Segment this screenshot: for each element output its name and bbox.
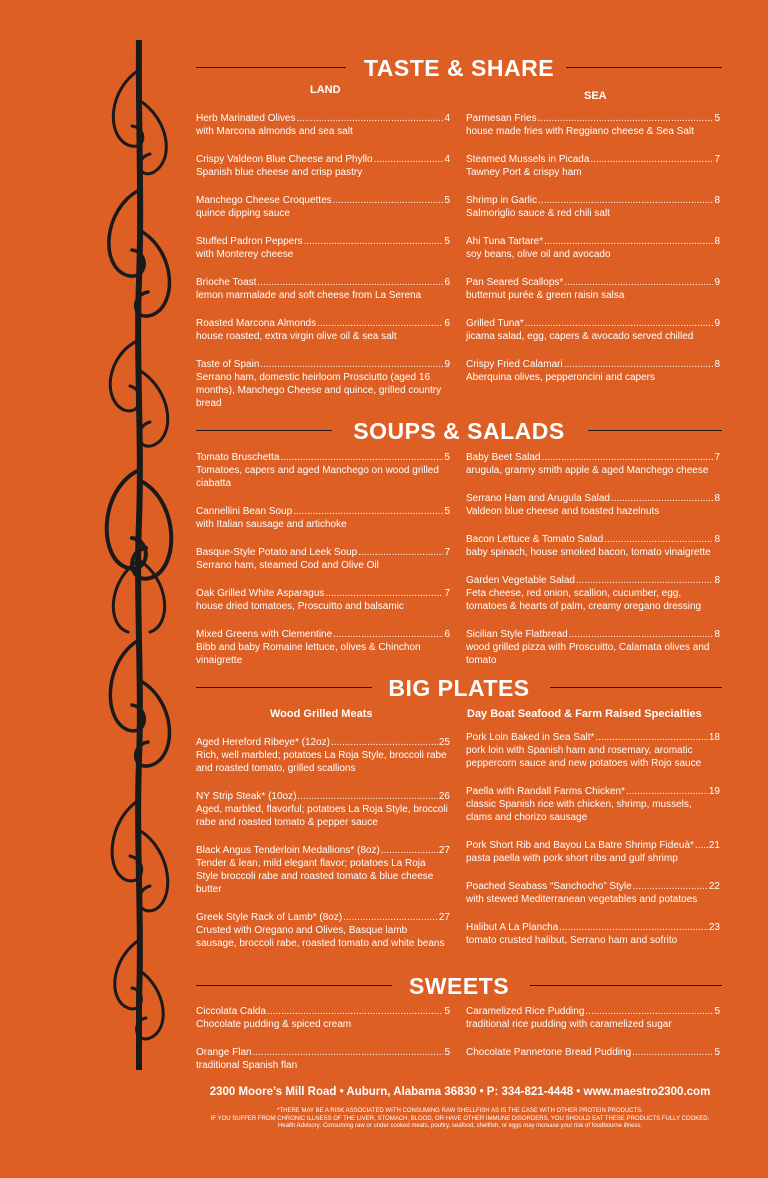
dot-leader xyxy=(374,153,444,166)
menu-item-description: soy beans, olive oil and avocado xyxy=(466,249,611,260)
menu-item-name: Grilled Tuna* xyxy=(466,318,524,329)
dot-leader xyxy=(564,276,713,289)
menu-item-price: 5 xyxy=(444,236,450,247)
menu-item-line xyxy=(196,153,450,166)
menu-item-price: 27 xyxy=(438,845,450,856)
menu-item-name: Oak Grilled White Asparagus xyxy=(196,588,325,599)
menu-item-price: 8 xyxy=(714,359,720,370)
menu-item-price: 6 xyxy=(444,629,450,640)
menu-item-name: Halibut A La Plancha xyxy=(466,922,559,933)
section-title: BIG PLATES xyxy=(388,675,530,701)
menu-item-line xyxy=(466,194,720,207)
sweets-left-column xyxy=(196,1005,450,1072)
dot-leader xyxy=(260,358,443,371)
menu-item-line xyxy=(466,492,720,505)
menu-item-price: 8 xyxy=(714,493,720,504)
menu-item-description: traditional Spanish flan xyxy=(196,1060,298,1071)
dot-leader xyxy=(358,546,443,559)
menu-item xyxy=(196,911,450,950)
menu-item-price: 6 xyxy=(444,277,450,288)
dot-leader xyxy=(333,628,443,641)
menu-item-name: Crispy Valdeon Blue Cheese and Phyllo xyxy=(196,154,373,165)
dot-leader xyxy=(542,451,714,464)
menu-item-line xyxy=(196,276,450,289)
menu-item-description: Salmoriglio sauce & red chili salt xyxy=(466,208,610,219)
dot-leader xyxy=(538,112,714,125)
menu-item xyxy=(196,587,450,613)
section-title: SOUPS & SALADS xyxy=(353,418,565,444)
menu-item-price: 21 xyxy=(708,840,720,851)
menu-item-line xyxy=(466,628,720,641)
land-column xyxy=(196,112,450,410)
menu-item-price: 5 xyxy=(444,195,450,206)
menu-item-description: Tawney Port & crispy ham xyxy=(466,167,582,178)
menu-item xyxy=(196,276,450,302)
menu-item-name: Crispy Fried Calamari xyxy=(466,359,563,370)
menu-item-name: Paella with Randall Farms Chicken* xyxy=(466,786,625,797)
dot-leader xyxy=(632,1046,713,1059)
menu-item-name: Baby Beet Salad xyxy=(466,452,541,463)
menu-item-description: jicama salad, egg, capers & avocado served chilled xyxy=(466,331,694,342)
menu-item xyxy=(466,451,720,477)
menu-item-description: Rich, well marbled; potatoes La Roja Style, broccoli rabe and roasted tomato, grilled scallions xyxy=(196,750,447,774)
menu-item xyxy=(466,317,720,343)
menu-item-name: Steamed Mussels in Picada xyxy=(466,154,590,165)
menu-item xyxy=(196,505,450,531)
menu-item-name: Pan Seared Scallops* xyxy=(466,277,564,288)
menu-item-description: with Marcona almonds and sea salt xyxy=(196,126,353,137)
menu-item xyxy=(196,235,450,261)
menu-item-price: 5 xyxy=(444,1047,450,1058)
menu-item xyxy=(196,1046,450,1072)
menu-item-price: 5 xyxy=(444,452,450,463)
menu-item-price: 5 xyxy=(444,506,450,517)
dot-leader xyxy=(293,505,443,518)
dot-leader xyxy=(325,587,443,600)
menu-item-price: 6 xyxy=(444,318,450,329)
menu-item xyxy=(196,628,450,667)
disclaimer-line: IF YOU SUFFER FROM CHRONIC ILLNESS OF THE LIVER, STOMACH, BLOOD, OR HAVE OTHER IMMUNE DISORDERS, YOU SHOULD EAT THESE PRODUCTS FULLY COOKED. xyxy=(210,1115,710,1122)
menu-item-price: 9 xyxy=(444,359,450,370)
scroll-ornament xyxy=(98,40,180,1070)
menu-item-line xyxy=(466,785,720,798)
menu-item xyxy=(466,235,720,261)
menu-item xyxy=(466,731,720,770)
menu-item xyxy=(466,1005,720,1031)
menu-item-description: Aberquina olives, pepperoncini and capers xyxy=(466,372,656,383)
menu-item xyxy=(196,194,450,220)
menu-item xyxy=(466,839,720,865)
dot-leader xyxy=(604,533,713,546)
menu-item-description: tomato crusted halibut, Serrano ham and sofrito xyxy=(466,935,678,946)
menu-item-description: Serrano ham, steamed Cod and Olive Oil xyxy=(196,560,379,571)
menu-item-description: house dried tomatoes, Proscuitto and balsamic xyxy=(196,601,404,612)
menu-item-price: 25 xyxy=(438,737,450,748)
dot-leader xyxy=(595,731,707,744)
menu-item-name: Taste of Spain xyxy=(196,359,260,370)
dot-leader xyxy=(381,844,438,857)
menu-item-price: 7 xyxy=(714,154,720,165)
menu-item xyxy=(466,574,720,613)
dot-leader xyxy=(267,1005,443,1018)
menu-item-price: 9 xyxy=(714,318,720,329)
menu-item-line xyxy=(466,574,720,587)
menu-item-name: Shrimp in Garlic xyxy=(466,195,538,206)
dot-leader xyxy=(695,839,708,852)
menu-item-name: Bacon Lettuce & Tomato Salad xyxy=(466,534,604,545)
section-title: TASTE & SHARE xyxy=(363,55,555,81)
menu-item-description: quince dipping sauce xyxy=(196,208,290,219)
dot-leader xyxy=(257,276,443,289)
menu-item-description: Crusted with Oregano and Olives, Basque lamb sausage, broccoli rabe, roasted tomato and white beans xyxy=(196,925,445,949)
menu-item-line xyxy=(466,317,720,330)
dot-leader xyxy=(525,317,714,330)
menu-item-name: Cannellini Bean Soup xyxy=(196,506,293,517)
dot-leader xyxy=(564,358,714,371)
dot-leader xyxy=(585,1005,713,1018)
menu-item-price: 18 xyxy=(708,732,720,743)
dot-leader xyxy=(253,1046,444,1059)
menu-item-price: 23 xyxy=(708,922,720,933)
disclaimer-line: *THERE MAY BE A RISK ASSOCIATED WITH CONSUMING RAW SHELLFISH AS IS THE CASE WITH OTHER PROTEIN PRODUCTS. xyxy=(277,1108,643,1114)
menu-item xyxy=(466,358,720,384)
menu-item-price: 26 xyxy=(438,791,450,802)
health-disclaimer xyxy=(190,1108,730,1131)
menu-item-name: Brioche Toast xyxy=(196,277,257,288)
menu-item xyxy=(196,736,450,775)
menu-item-name: Caramelized Rice Pudding xyxy=(466,1006,585,1017)
dot-leader xyxy=(296,112,443,125)
menu-item-description: arugula, granny smith apple & aged Manchego cheese xyxy=(466,465,709,476)
menu-item-line xyxy=(196,587,450,600)
menu-item xyxy=(196,451,450,490)
menu-item-description: Bibb and baby Romaine lettuce, olives & Chinchon vinaigrette xyxy=(196,642,421,666)
menu-item-line xyxy=(196,911,450,924)
menu-item-line xyxy=(466,533,720,546)
dot-leader xyxy=(544,235,713,248)
menu-item-name: NY Strip Steak* (10oz) xyxy=(196,791,297,802)
menu-item-name: Herb Marinated Olives xyxy=(196,113,296,124)
menu-item-line xyxy=(196,628,450,641)
menu-item-name: Roasted Marcona Almonds xyxy=(196,318,317,329)
section-header-soups-salads xyxy=(196,416,722,446)
menu-item-line xyxy=(196,736,450,749)
menu-item xyxy=(196,358,450,410)
menu-item-name: Mixed Greens with Clementine xyxy=(196,629,333,640)
meats-column xyxy=(196,736,450,950)
section-title: SWEETS xyxy=(408,973,510,999)
menu-item-name: Ahi Tuna Tartare* xyxy=(466,236,544,247)
menu-item-description: house roasted, extra virgin olive oil & sea salt xyxy=(196,331,397,342)
menu-item-line xyxy=(466,839,720,852)
dot-leader xyxy=(611,492,713,505)
menu-item-line xyxy=(466,112,720,125)
section-header-big-plates xyxy=(196,673,722,703)
section-header-taste-share xyxy=(196,53,722,83)
menu-item-price: 5 xyxy=(714,1006,720,1017)
menu-item-price: 5 xyxy=(714,1047,720,1058)
menu-item-line xyxy=(466,153,720,166)
menu-item-name: Stuffed Padron Peppers xyxy=(196,236,303,247)
menu-item xyxy=(466,153,720,179)
menu-item-price: 4 xyxy=(444,154,450,165)
menu-item-line xyxy=(196,844,450,857)
dot-leader xyxy=(626,785,708,798)
soups-left-column xyxy=(196,451,450,667)
menu-item-line xyxy=(196,235,450,248)
menu-item-line xyxy=(466,731,720,744)
dot-leader xyxy=(633,880,708,893)
sea-label: SEA xyxy=(584,90,607,102)
menu-item-line xyxy=(466,1046,720,1059)
menu-item-description: classic Spanish rice with chicken, shrimp, mussels, clams and chorizo sausage xyxy=(466,799,692,823)
menu-item-description: Tomatoes, capers and aged Manchego on wood grilled ciabatta xyxy=(196,465,439,489)
dot-leader xyxy=(331,736,438,749)
menu-item-price: 19 xyxy=(708,786,720,797)
menu-item-line xyxy=(196,790,450,803)
menu-item-description: lemon marmalade and soft cheese from La Serena xyxy=(196,290,422,301)
menu-item-name: Manchego Cheese Croquettes xyxy=(196,195,332,206)
menu-item-description: Feta cheese, red onion, scallion, cucumber, egg, tomatoes & hearts of palm, creamy oregano dressing xyxy=(466,588,702,612)
menu-item-line xyxy=(466,921,720,934)
menu-item-description: pasta paella with pork short ribs and gulf shrimp xyxy=(466,853,678,864)
restaurant-address: 2300 Moore’s Mill Road • Auburn, Alabama 36830 • P: 334-821-4448 • www.maestro2300.com xyxy=(209,1086,711,1098)
dot-leader xyxy=(333,194,444,207)
menu-item-description: wood grilled pizza with Proscuitto, Calamata olives and tomato xyxy=(466,642,710,666)
menu-item-line xyxy=(196,505,450,518)
menu-item-name: Sicilian Style Flatbread xyxy=(466,629,568,640)
menu-item-price: 8 xyxy=(714,195,720,206)
menu-item-name: Parmesan Fries xyxy=(466,113,537,124)
menu-item xyxy=(196,790,450,829)
menu-item-description: butternut purée & green raisin salsa xyxy=(466,290,625,301)
menu-item-line xyxy=(196,1005,450,1018)
menu-item-description: with stewed Mediterranean vegetables and potatoes xyxy=(466,894,698,905)
menu-item-description: Chocolate pudding & spiced cream xyxy=(196,1019,352,1030)
menu-item xyxy=(466,533,720,559)
menu-item-name: Orange Flan xyxy=(196,1047,252,1058)
menu-item xyxy=(196,317,450,343)
menu-item xyxy=(196,844,450,896)
land-label: LAND xyxy=(310,84,341,96)
menu-item-name: Greek Style Rack of Lamb* (8oz) xyxy=(196,912,343,923)
dot-leader xyxy=(317,317,443,330)
menu-item-price: 7 xyxy=(444,588,450,599)
menu-item xyxy=(466,492,720,518)
menu-item xyxy=(466,112,720,138)
menu-item xyxy=(466,276,720,302)
menu-item-line xyxy=(466,276,720,289)
menu-item-price: 8 xyxy=(714,575,720,586)
menu-item-line xyxy=(196,1046,450,1059)
menu-item-price: 7 xyxy=(714,452,720,463)
menu-item-price: 8 xyxy=(714,534,720,545)
menu-item-description: traditional rice pudding with caramelized sugar xyxy=(466,1019,672,1030)
menu-item-line xyxy=(196,317,450,330)
menu-item-line xyxy=(466,451,720,464)
menu-item-name: Pork Short Rib and Bayou La Batre Shrimp Fideuà* xyxy=(466,840,694,851)
menu-item-description: with Monterey cheese xyxy=(196,249,294,260)
menu-item xyxy=(196,546,450,572)
menu-item xyxy=(466,880,720,906)
disclaimer-line: Health Advisory: Consuming raw or under cooked meats, poultry, seafood, shellfish, or eggs may increase your risk of foodbourne illness. xyxy=(277,1123,643,1129)
menu-item-price: 8 xyxy=(714,629,720,640)
menu-item-line xyxy=(196,112,450,125)
menu-item xyxy=(196,1005,450,1031)
menu-item-price: 4 xyxy=(444,113,450,124)
menu-item-description: with Italian sausage and artichoke xyxy=(196,519,347,530)
menu-item xyxy=(466,1046,720,1059)
menu-item-description: pork loin with Spanish ham and rosemary, aromatic peppercorn sauce and new potatoes with Rojo sauce xyxy=(466,745,702,769)
menu-item-description: Aged, marbled, flavorful; potatoes La Roja Style, broccoli rabe and roasted tomato & pepper sauce xyxy=(196,804,448,828)
menu-item-description: Valdeon blue cheese and toasted hazelnuts xyxy=(466,506,660,517)
menu-item-description: Spanish blue cheese and crisp pastry xyxy=(196,167,363,178)
menu-item-price: 8 xyxy=(714,236,720,247)
menu-item xyxy=(196,112,450,138)
menu-item-price: 5 xyxy=(444,1006,450,1017)
menu-item-name: Serrano Ham and Arugula Salad xyxy=(466,493,610,504)
menu-item-line xyxy=(196,194,450,207)
soups-right-column xyxy=(466,451,720,667)
menu-item-line xyxy=(466,880,720,893)
menu-item-description: Tender & lean, mild elegant flavor; potatoes La Roja Style broccoli rabe and roasted tomato & blue cheese butter xyxy=(196,858,434,895)
menu-item xyxy=(196,153,450,179)
menu-item-name: Chocolate Pannetone Bread Pudding xyxy=(466,1047,632,1058)
dot-leader xyxy=(280,451,443,464)
menu-item-line xyxy=(466,1005,720,1018)
menu-item-line xyxy=(466,358,720,371)
sweets-right-column xyxy=(466,1005,720,1059)
menu-item-price: 9 xyxy=(714,277,720,288)
menu-item-price: 27 xyxy=(438,912,450,923)
dot-leader xyxy=(304,235,444,248)
menu-item-line xyxy=(466,235,720,248)
menu-item-name: Black Angus Tenderloin Medallions* (8oz) xyxy=(196,845,380,856)
wood-grilled-meats-label: Wood Grilled Meats xyxy=(270,708,373,720)
menu-item-line xyxy=(196,451,450,464)
menu-item-name: Poached Seabass “Sanchocho” Style xyxy=(466,881,632,892)
menu-item-description: Serrano ham, domestic heirloom Prosciutto (aged 16 months), Manchego Cheese and quince, grilled country bread xyxy=(196,372,442,409)
menu-item-line xyxy=(196,358,450,371)
menu-item-name: Garden Vegetable Salad xyxy=(466,575,575,586)
menu-item xyxy=(466,628,720,667)
dot-leader xyxy=(343,911,438,924)
menu-item-name: Tomato Bruschetta xyxy=(196,452,280,463)
seafood-specialties-label: Day Boat Seafood & Farm Raised Specialties xyxy=(467,708,702,720)
menu-item xyxy=(466,921,720,947)
menu-item xyxy=(466,194,720,220)
menu-item-line xyxy=(196,546,450,559)
menu-item xyxy=(466,785,720,824)
menu-item-name: Basque-Style Potato and Leek Soup xyxy=(196,547,358,558)
sea-column xyxy=(466,112,720,384)
dot-leader xyxy=(569,628,714,641)
menu-item-description: house made fries with Reggiano cheese & Sea Salt xyxy=(466,126,694,137)
seafood-column xyxy=(466,731,720,947)
menu-item-name: Pork Loin Baked in Sea Salt* xyxy=(466,732,595,743)
dot-leader xyxy=(590,153,713,166)
section-header-sweets xyxy=(196,971,722,1001)
menu-item-description: baby spinach, house smoked bacon, tomato vinaigrette xyxy=(466,547,711,558)
menu-item-name: Aged Hereford Ribeye* (12oz) xyxy=(196,737,330,748)
menu-item-price: 22 xyxy=(708,881,720,892)
dot-leader xyxy=(297,790,437,803)
menu-item-name: Ciccolata Calda xyxy=(196,1006,267,1017)
dot-leader xyxy=(559,921,708,934)
dot-leader xyxy=(576,574,713,587)
menu-item-price: 5 xyxy=(714,113,720,124)
menu-item-price: 7 xyxy=(444,547,450,558)
dot-leader xyxy=(538,194,713,207)
